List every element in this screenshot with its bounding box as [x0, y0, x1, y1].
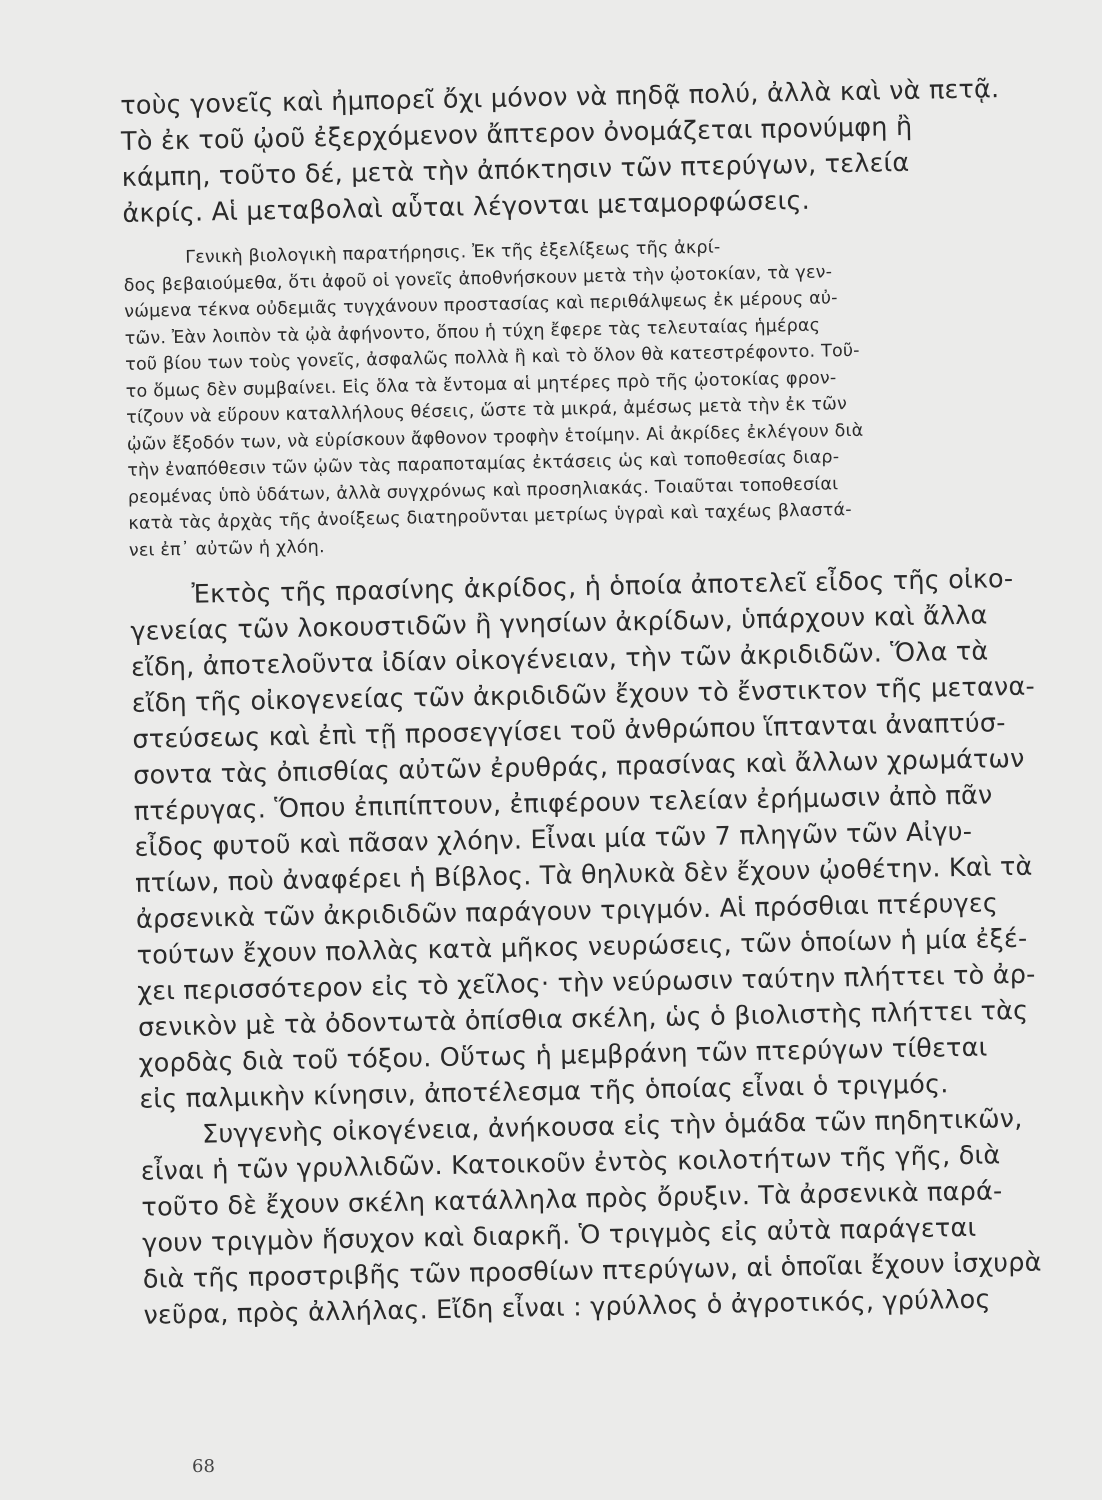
text-line: γουν τριγμὸν ἥσυχον καὶ διαρκῆ. Ὁ τριγμὸς εἰς αὐτὰ παράγεται	[141, 1212, 977, 1259]
text-line: κατὰ τὰς ἀρχὰς τῆς ἀνοίξεως διατηροῦνται μετρίως ὑγραὶ καὶ ταχέως βλαστά-	[128, 500, 852, 534]
text-line: Γενικὴ βιολογικὴ παρατήρησις. Ἐκ τῆς ἐξελίξεως τῆς ἀκρί-	[185, 237, 721, 268]
text-line: τοῦ βίου των τοὺς γονεῖς, ἀσφαλῶς πολλὰ ἢ καὶ τὸ ὅλον θὰ κατεστρέφοντο. Τοῦ-	[125, 340, 860, 375]
text-line: πτέρυγας. Ὅπου ἐπιπίπτουν, ἐπιφέρουν τελείαν ἐρήμωσιν ἀπὸ πᾶν	[133, 780, 993, 827]
text-line: στεύσεως καὶ ἐπὶ τῇ προσεγγίσει τοῦ ἀνθρώπου ἵπτανται ἀναπτύσ-	[132, 708, 1006, 755]
text-line: ἀκρίς. Αἱ μεταβολαὶ αὗται λέγονται μεταμορφώσεις.	[122, 185, 811, 229]
text-line: τούτων ἔχουν πολλὰς κατὰ μῆκος νευρώσεις, τῶν ὁποίων ἡ μία ἐξέ-	[136, 923, 1028, 971]
text-line: τῶν. Ἐὰν λοιπὸν τὰ ᾠὰ ἀφήνοντο, ὅπου ἡ τύχη ἔφερε τὰς τελευταίας ἡμέρας	[124, 315, 821, 349]
text-line: εἶναι ἡ τῶν γρυλλιδῶν. Κατοικοῦν ἐντὸς κοιλοτήτων τῆς γῆς, διὰ	[140, 1140, 1001, 1187]
text-line: τίζουν νὰ εὕρουν καταλλήλους θέσεις, ὥστε τὰ μικρά, ἀμέσως μετὰ τὴν ἐκ τῶν	[126, 394, 848, 428]
text-line: κάμπη, τοῦτο δέ, μετὰ τὴν ἀπόκτησιν τῶν πτερύγων, τελεία	[121, 147, 910, 193]
text-line: εἰς παλμικὴν κίνησιν, ἀποτέλεσμα τῆς ὁποίας εἶναι ὁ τριγμός.	[139, 1069, 949, 1115]
text-line: τοὺς γονεῖς καὶ ἠμπορεῖ ὄχι μόνον νὰ πηδᾷ πολύ, ἀλλὰ καὶ νὰ πετᾷ.	[120, 74, 1000, 121]
text-line: τοῦτο δὲ ἔχουν σκέλη κατάλληλα πρὸς ὄρυξιν. Τὰ ἀρσενικὰ παρά-	[141, 1176, 1003, 1223]
paragraph-acrididae	[129, 560, 1069, 1118]
paragraph-metamorphosis	[120, 70, 1053, 232]
text-line: το ὅμως δὲν συμβαίνει. Εἰς ὅλα τὰ ἔντομα αἱ μητέρες πρὸ τῆς ᾠοτοκίας φρον-	[125, 367, 837, 402]
text-line: εἴδη, ἀποτελοῦντα ἰδίαν οἰκογένειαν, τὴν τῶν ἀκριδιδῶν. Ὅλα τὰ	[130, 636, 989, 683]
text-line: ἀρσενικὰ τῶν ἀκριδιδῶν παράγουν τριγμόν. Αἱ πρόσθιαι πτέρυγες	[135, 888, 999, 935]
page-number: 68	[192, 1456, 215, 1477]
page-content	[120, 70, 1074, 1334]
text-line: χορδὰς διὰ τοῦ τόξου. Οὕτως ἡ μεμβράνη τῶν πτερύγων τίθεται	[138, 1032, 988, 1079]
text-line: νώμενα τέκνα οὐδεμιᾶς τυγχάνουν προστασίας καὶ περιθάλψεως ἐκ μέρους αὐ-	[124, 288, 838, 322]
text-line: πτίων, ποὺ ἀναφέρει ἡ Βίβλος. Τὰ θηλυκὰ δὲν ἔχουν ᾠοθέτην. Καὶ τὰ	[134, 851, 1033, 899]
text-line: νει ἐπ᾽ αὐτῶν ἡ χλόη.	[128, 536, 325, 561]
text-line: χει περισσότερον εἰς τὸ χεῖλος· τὴν νεύρωσιν ταύτην πλήττει τὸ ἀρ-	[137, 959, 1036, 1007]
text-line: τὴν ἐναπόθεσιν τῶν ᾠῶν τὰς παραποταμίας ἐκτάσεις ὡς καὶ τοποθεσίας διαρ-	[127, 447, 840, 481]
paragraph-gryllidae	[140, 1100, 1074, 1334]
text-line: Συγγενὴς οἰκογένεια, ἀνήκουσα εἰς τὴν ὁμάδα τῶν πηδητικῶν,	[201, 1103, 1023, 1150]
text-line: σοντα τὰς ὀπισθίας αὐτῶν ἐρυθράς, πρασίνας καὶ ἄλλων χρωμάτων	[132, 743, 1025, 791]
text-line: ᾠῶν ἔξοδόν των, νὰ εὑρίσκουν ἄφθονον τροφὴν ἑτοίμην. Αἱ ἀκρίδες ἐκλέγουν διὰ	[126, 420, 864, 455]
text-line: σενικὸν μὲ τὰ ὀδοντωτὰ ὀπίσθια σκέλη, ὡς ὁ βιολιστὴς πλήττει τὰς	[137, 995, 1029, 1043]
text-line: γενείας τῶν λοκουστιδῶν ἢ γνησίων ἀκρίδων, ὑπάρχουν καὶ ἄλλα	[130, 600, 988, 647]
paragraph-biological-observation	[123, 228, 1059, 564]
text-line: ρεομένας ὑπὸ ὑδάτων, ἀλλὰ συγχρόνως καὶ προσηλιακάς. Τοιαῦται τοποθεσίαι	[127, 473, 839, 508]
text-line: εἶδος φυτοῦ καὶ πᾶσαν χλόην. Εἶναι μία τῶν 7 πληγῶν τῶν Αἰγυ-	[134, 816, 973, 863]
text-line: εἴδη τῆς οἰκογενείας τῶν ἀκριδιδῶν ἔχουν τὸ ἔνστικτον τῆς μετανα-	[131, 671, 1036, 719]
text-line: νεῦρα, πρὸς ἀλλήλας. Εἴδη εἶναι : γρύλλος ὁ ἀγροτικός, γρύλλος	[143, 1284, 991, 1331]
text-line: Ἐκτὸς τῆς πρασίνης ἀκρίδος, ἡ ὁποία ἀποτελεῖ εἶδος τῆς οἰκο-	[191, 563, 1014, 610]
text-line: διὰ τῆς προστριβῆς τῶν προσθίων πτερύγων, αἱ ὁποῖαι ἔχουν ἰσχυρὰ	[142, 1247, 1042, 1295]
text-line: δος βεβαιούμεθα, ὅτι ἀφοῦ οἱ γονεῖς ἀποθνήσκουν μετὰ τὴν ᾠοτοκίαν, τὰ γεν-	[123, 261, 833, 296]
text-line: Τὸ ἐκ τοῦ ᾠοῦ ἐξερχόμενον ἄπτερον ὀνομάζεται προνύμφη ἢ	[120, 111, 913, 157]
